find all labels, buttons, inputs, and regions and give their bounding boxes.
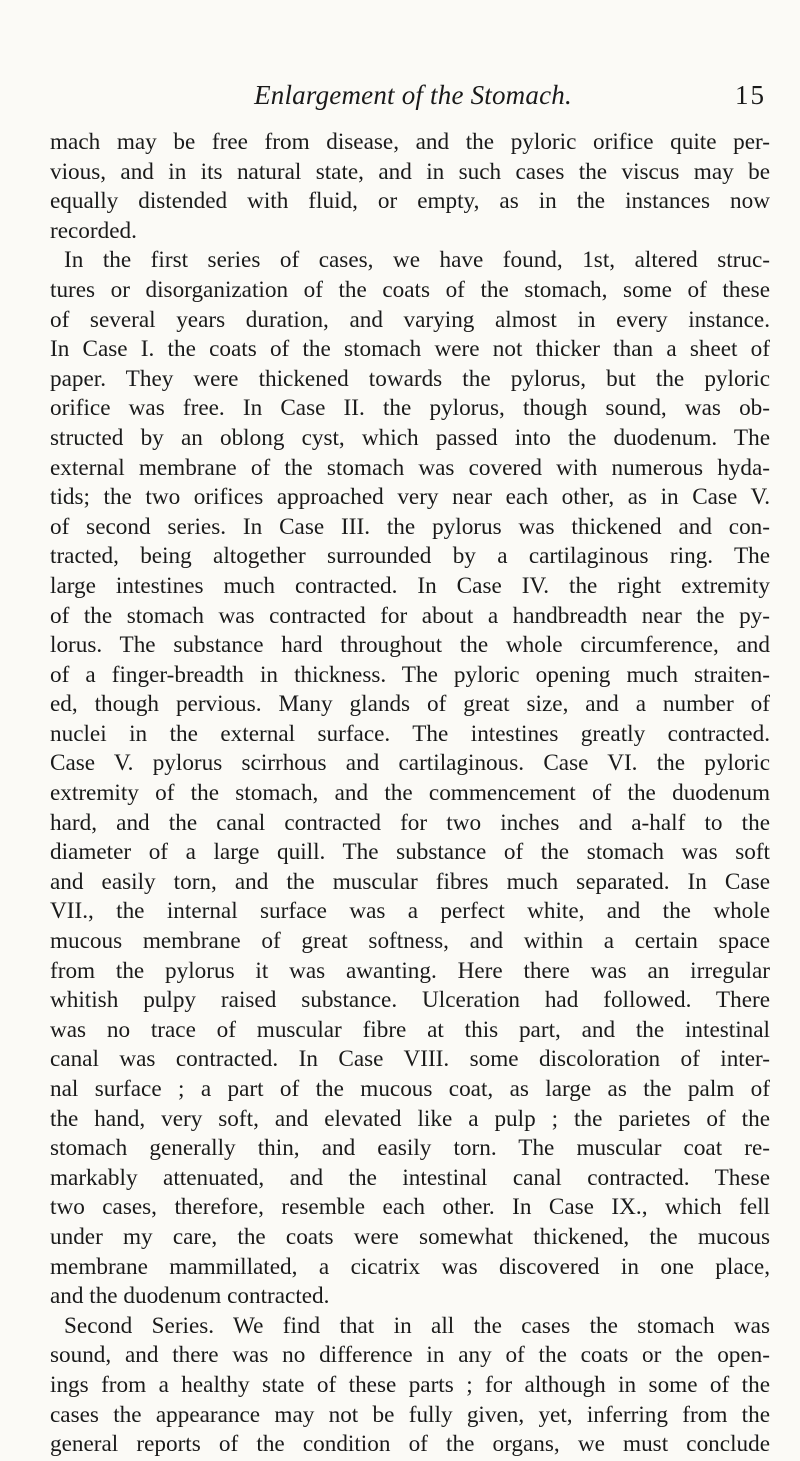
text-line: two cases, therefore, resemble each other. In Case IX., which fell xyxy=(50,1194,770,1221)
text-line: Second Series. We find that in all the cases the stomach was xyxy=(64,1312,770,1339)
text-line: of several years duration, and varying almost in every instance. xyxy=(50,306,770,333)
text-line: In Case I. the coats of the stomach were not thicker than a sheet of xyxy=(50,336,770,363)
text-line: structed by an oblong cyst, which passed into the duodenum. The xyxy=(50,424,770,451)
text-line: ed, though pervious. Many glands of great size, and a number of xyxy=(50,691,770,718)
text-line: VII., the internal surface was a perfect white, and the whole xyxy=(50,898,770,925)
text-line: tures or disorganization of the coats of the stomach, some of these xyxy=(50,276,770,303)
text-line: orifice was free. In Case II. the pylorus, though sound, was ob- xyxy=(50,395,770,422)
page-number: 15 xyxy=(735,80,766,110)
text-line: Case V. pylorus scirrhous and cartilaginous. Case VI. the pyloric xyxy=(50,750,770,777)
text-line: nuclei in the external surface. The intestines greatly contracted. xyxy=(50,720,770,747)
running-title: Enlargement of the Stomach. xyxy=(254,80,572,110)
text-line: mach may be free from disease, and the pyloric orifice quite per- xyxy=(50,129,770,155)
text-line: of a finger-breadth in thickness. The pyloric opening much straiten- xyxy=(50,661,770,688)
text-line: hard, and the canal contracted for two inches and a-half to the xyxy=(50,809,770,836)
text-line: tracted, being altogether surrounded by a cartilaginous ring. The xyxy=(50,543,770,570)
text-line: general reports of the condition of the organs, we must conclude xyxy=(50,1431,770,1458)
body-text xyxy=(50,128,770,1460)
text-line: of second series. In Case III. the pylorus was thickened and con- xyxy=(50,513,770,540)
text-line: canal was contracted. In Case VIII. some discoloration of inter- xyxy=(50,1046,770,1073)
running-head xyxy=(60,80,766,120)
text-line: recorded. xyxy=(50,217,137,244)
text-line: ings from a healthy state of these parts ; for although in some of the xyxy=(50,1371,770,1398)
text-line: under my care, the coats were somewhat thickened, the mucous xyxy=(50,1223,770,1250)
text-line: paper. They were thickened towards the pylorus, but the pyloric xyxy=(50,365,770,392)
text-line: and easily torn, and the muscular fibres much separated. In Case xyxy=(50,868,770,895)
text-line: large intestines much contracted. In Case IV. the right extremity xyxy=(50,572,770,599)
text-line: the hand, very soft, and elevated like a pulp ; the parietes of the xyxy=(50,1105,770,1132)
text-line: nal surface ; a part of the mucous coat, as large as the palm of xyxy=(50,1076,770,1102)
text-line: In the first series of cases, we have found, 1st, altered struc- xyxy=(64,247,770,274)
text-line: whitish pulpy raised substance. Ulceration had followed. There xyxy=(50,987,770,1014)
text-line: extremity of the stomach, and the commencement of the duodenum xyxy=(50,780,770,807)
text-line: membrane mammillated, a cicatrix was discovered in one place, xyxy=(50,1253,770,1280)
text-line: from the pylorus it was awanting. Here there was an irregular xyxy=(50,957,770,984)
text-line: tids; the two orifices approached very near each other, as in Case V. xyxy=(50,484,770,511)
text-line: lorus. The substance hard throughout the whole circumference, and xyxy=(50,632,770,659)
text-line: of the stomach was contracted for about a handbreadth near the py- xyxy=(50,602,770,629)
text-line: was no trace of muscular fibre at this part, and the intestinal xyxy=(50,1016,770,1043)
text-line: sound, and there was no difference in any of the coats or the open- xyxy=(50,1342,770,1369)
text-line: mucous membrane of great softness, and within a certain space xyxy=(50,928,770,955)
text-line: and the duodenum contracted. xyxy=(50,1283,330,1310)
text-line: stomach generally thin, and easily torn. The muscular coat re- xyxy=(50,1135,770,1162)
text-line: equally distended with fluid, or empty, as in the instances now xyxy=(50,188,770,215)
text-line: cases the appearance may not be fully given, yet, inferring from the xyxy=(50,1401,770,1428)
text-line: vious, and in its natural state, and in such cases the viscus may be xyxy=(50,158,770,185)
text-line: external membrane of the stomach was covered with numerous hyda- xyxy=(50,454,770,481)
text-line: diameter of a large quill. The substance of the stomach was soft xyxy=(50,839,770,866)
text-line: markably attenuated, and the intestinal canal contracted. These xyxy=(50,1164,770,1191)
